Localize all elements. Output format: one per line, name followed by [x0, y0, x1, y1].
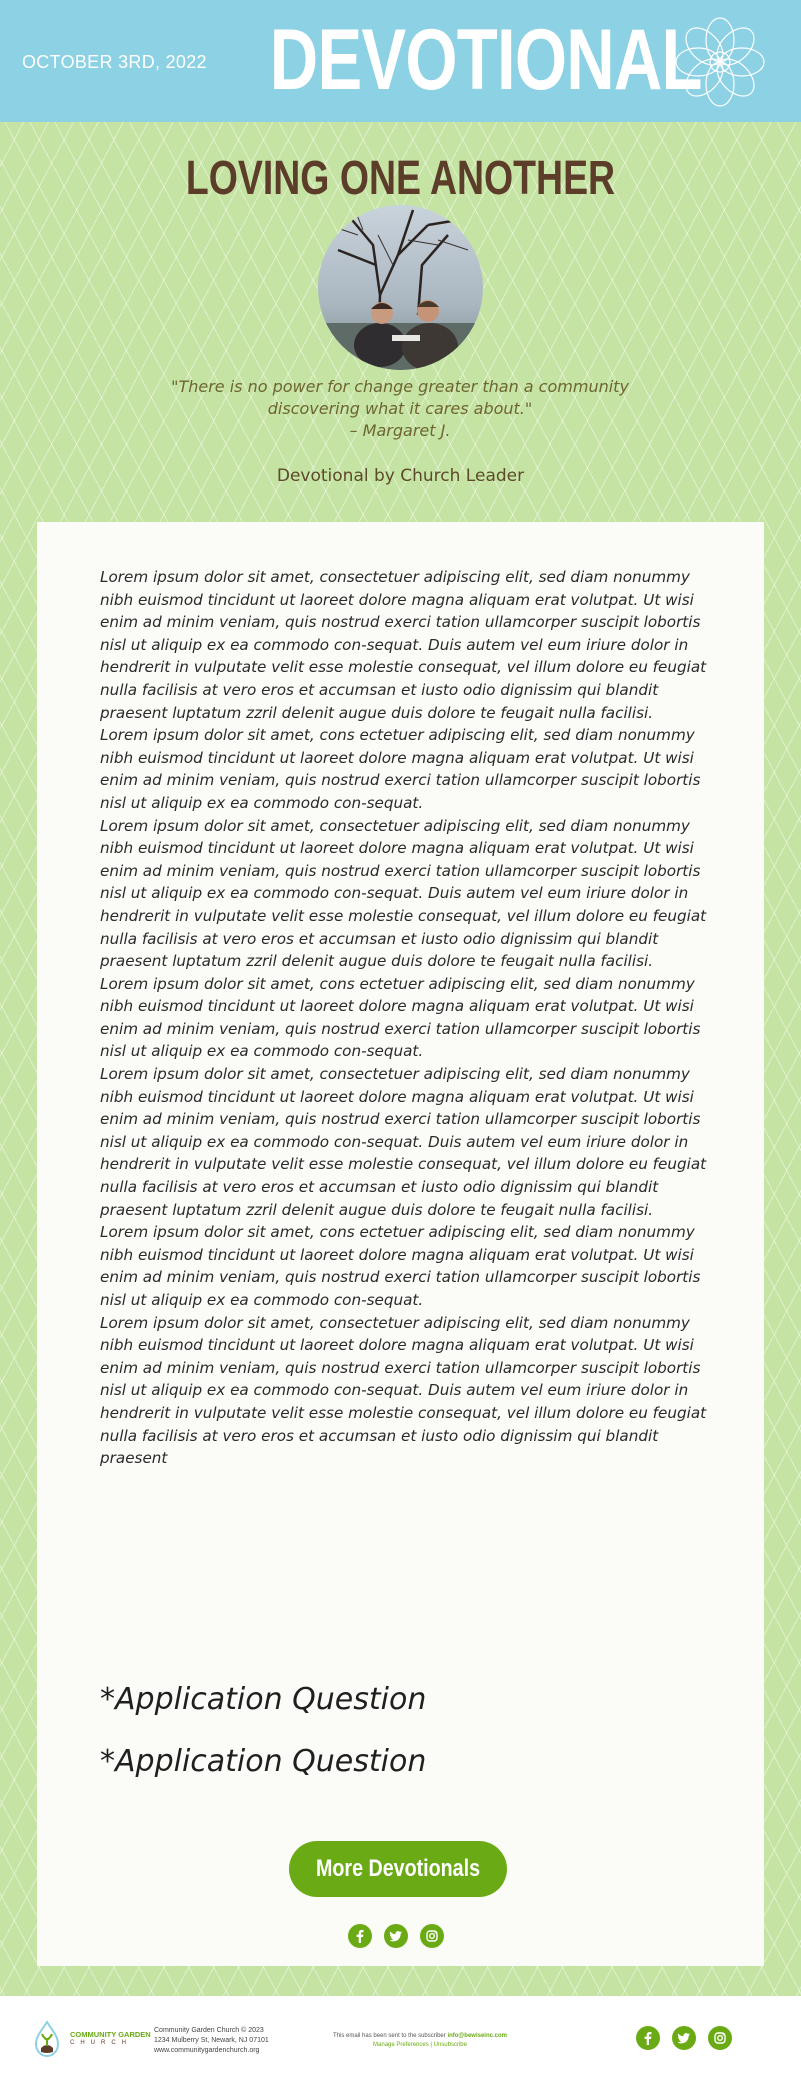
quote-block — [150, 376, 650, 442]
unsubscribe-link[interactable]: Unsubscribe — [433, 2042, 467, 2048]
header-date: OCTOBER 3RD, 2022 — [22, 52, 207, 72]
footer-address-line: 1234 Mulberry St, Newark, NJ 07101 — [154, 2037, 269, 2044]
body-paragraph: Lorem ipsum dolor sit amet, consectetuer adipiscing elit, sed diam nonummy nibh euismod tincidunt ut laoreet dolore magna aliquam erat volutpat. Ut wisi enim ad minim veniam, quis nostrud exerci tation ullamcorper suscipit lobortis nisl ut aliquip ex ea commodo con-sequat. Duis autem vel eum iriure dolor in hendrerit in vulputate velit esse molestie consequat, vel illum dolore eu feugiat nulla facilisis at vero eros et accumsan et iusto odio dignissim qui blandit praesent luptatum zzril delenit augue duis dolore te feugait nulla facilisi. — [100, 816, 707, 971]
footer-notice-text: This email has been sent to the subscriber — [333, 2033, 446, 2039]
devotional-body — [100, 566, 712, 1470]
footer-logo-sub: CHURCH — [70, 2040, 132, 2046]
twitter-icon[interactable] — [672, 2026, 696, 2050]
footer-logo[interactable] — [32, 2020, 151, 2060]
devotional-title: LOVING ONE ANOTHER — [185, 152, 616, 205]
body-paragraph: Lorem ipsum dolor sit amet, consectetuer adipiscing elit, sed diam nonummy nibh euismod tincidunt ut laoreet dolore magna aliquam erat volutpat. Ut wisi enim ad minim veniam, quis nostrud exerci tation ullamcorper suscipit lobortis nisl ut aliquip ex ea commodo con-sequat. Duis autem vel eum iriure dolor in hendrerit in vulputate velit esse molestie consequat, vel illum dolore eu feugiat nulla facilisis at vero eros et accumsan et iusto odio dignissim qui blandit praesent luptatum zzril delenit augue duis dolore te feugait nulla facilisi. — [100, 568, 707, 722]
body-paragraph: Lorem ipsum dolor sit amet, consectetuer adipiscing elit, sed diam nonummy nibh euismod tincidunt ut laoreet dolore magna aliquam erat volutpat. Ut wisi enim ad minim veniam, quis nostrud exerci tation ullamcorper suscipit lobortis nisl ut aliquip ex ea commodo con-sequat. Duis autem vel eum iriure dolor in hendrerit in vulputate velit esse molestie consequat, vel illum dolore eu feugiat nulla facilisis at vero eros et accumsan et iusto odio dignissim qui blandit praesent — [100, 1313, 707, 1468]
footer-notice-email[interactable]: info@bewiseinc.com — [447, 2033, 507, 2039]
header-title: DEVOTIONAL — [269, 12, 702, 108]
footer-address-line: Community Garden Church © 2023 — [154, 2027, 264, 2034]
quote-author: – Margaret J. — [349, 421, 451, 440]
card-social-row — [348, 1924, 444, 1948]
instagram-icon[interactable] — [708, 2026, 732, 2050]
more-devotionals-label: More Devotionals — [315, 1855, 481, 1882]
water-drop-icon — [32, 2020, 62, 2060]
twitter-icon[interactable] — [384, 1924, 408, 1948]
quote-text: "There is no power for change greater than a community discovering what it cares about." — [171, 377, 629, 418]
byline: Devotional by Church Leader — [276, 466, 525, 486]
footer-notice — [280, 2032, 560, 2050]
body-paragraph: Lorem ipsum dolor sit amet, consectetuer adipiscing elit, sed diam nonummy nibh euismod tincidunt ut laoreet dolore magna aliquam erat volutpat. Ut wisi enim ad minim veniam, quis nostrud exerci tation ullamcorper suscipit lobortis nisl ut aliquip ex ea commodo con-sequat. Duis autem vel eum iriure dolor in hendrerit in vulputate velit esse molestie consequat, vel illum dolore eu feugiat nulla facilisis at vero eros et accumsan et iusto odio dignissim qui blandit praesent luptatum zzril delenit augue duis dolore te feugait nulla facilisi. — [100, 1065, 707, 1219]
application-question-1: *Application Question — [100, 1682, 427, 1717]
body-paragraph: Lorem ipsum dolor sit amet, cons ectetuer adipiscing elit, sed diam nonummy nibh euismod tincidunt ut laoreet dolore magna aliquam erat volutpat. Ut wisi enim ad minim veniam, quis nostrud exerci tation ullamcorper suscipit lobortis nisl ut aliquip ex ea commodo con-sequat. — [100, 974, 701, 1061]
manage-preferences-link[interactable]: Manage Preferences — [373, 2042, 429, 2048]
footer — [0, 1996, 801, 2082]
application-question-2: *Application Question — [100, 1744, 427, 1779]
body-paragraph: Lorem ipsum dolor sit amet, cons ectetuer adipiscing elit, sed diam nonummy nibh euismod tincidunt ut laoreet dolore magna aliquam erat volutpat. Ut wisi enim ad minim veniam, quis nostrud exerci tation ullamcorper suscipit lobortis nisl ut aliquip ex ea commodo con-sequat. — [100, 1223, 701, 1309]
header-banner — [0, 0, 801, 122]
footer-logo-text: COMMUNITY GARDEN — [70, 2030, 151, 2039]
instagram-icon[interactable] — [420, 1924, 444, 1948]
devotional-photo — [318, 205, 483, 370]
footer-link-separator: | — [430, 2042, 432, 2048]
flower-logo-icon — [668, 10, 772, 114]
more-devotionals-button[interactable] — [289, 1841, 507, 1897]
footer-social-row — [636, 2026, 732, 2050]
facebook-icon[interactable] — [636, 2026, 660, 2050]
footer-address — [154, 2026, 269, 2056]
facebook-icon[interactable] — [348, 1924, 372, 1948]
two-men-praying-image — [318, 205, 483, 370]
body-paragraph: Lorem ipsum dolor sit amet, cons ectetuer adipiscing elit, sed diam nonummy nibh euismod tincidunt ut laoreet dolore magna aliquam erat volutpat. Ut wisi enim ad minim veniam, quis nostrud exerci tation ullamcorper suscipit lobortis nisl ut aliquip ex ea commodo con-sequat. — [100, 726, 701, 812]
footer-address-line: www.communitygardenchurch.org — [154, 2047, 260, 2054]
